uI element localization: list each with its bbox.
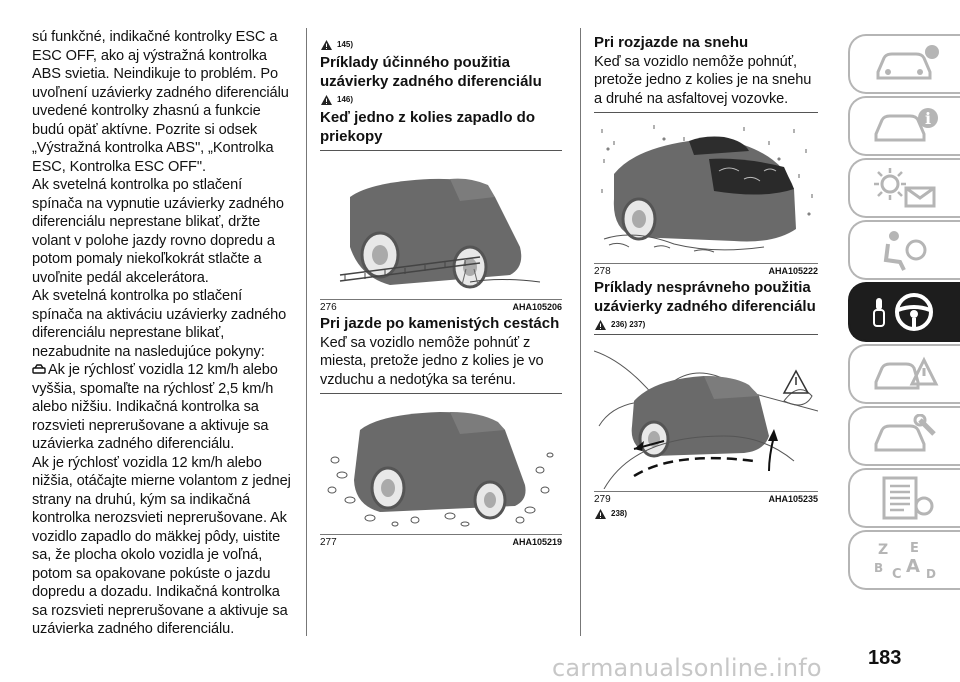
warning-triangle-icon [594,319,607,331]
warning-ref-2 [320,93,562,107]
svg-text:C: C [892,567,902,582]
column-divider-1 [306,28,307,636]
figure-number: 276 [320,302,337,313]
figure-277 [320,400,562,548]
chapter-tabs [848,34,960,592]
tab-lights-message[interactable] [848,158,960,218]
alphabet-index-icon [870,538,940,582]
warning-ref-text: 236) 237) [611,320,646,329]
snow-car-illustration [594,119,818,261]
page-number: 183 [868,647,902,669]
figure-caption [594,263,818,277]
tab-car-info[interactable] [848,34,960,94]
car-symbol-icon [32,364,46,375]
tab-technical-data[interactable] [848,468,960,528]
heading-snow-start: Pri rozjazde na snehu [594,34,749,51]
warning-ref-4 [594,507,818,521]
warning-triangle-car-icon [870,352,940,396]
paragraph-4-text: Ak je rýchlosť vozidla 12 km/h alebo vyššia, spomaľte na rýchlosť 2,5 km/h alebo nižšiu. Indikačná kontrolka sa rozsvieti neprerušovane a aktivuje sa uzávierka zadného diferenciálu. [32,362,278,452]
divider [320,150,562,151]
paragraph-5: Ak je rýchlosť vozidla 12 km/h alebo nižšia, otáčajte mierne volantom z jednej strany na druhú, kým sa indikačná kontrolka nerozsvieti neprerušovane. Ak vozidlo zapadlo do mäkkej pôdy, uistite sa, že plocha okolo vozidla je voľná, potom sa opakovane pokúste o jazdu dopredu a dozadu. Indikačná kontrolka sa rozsvieti neprerušovane a aktivuje sa uzávierka zadného diferenciálu. [32,454,291,637]
column-2 [320,36,562,548]
tab-index[interactable] [848,530,960,590]
column-3 [594,34,818,523]
warning-ref-text: 238) [611,509,628,518]
airbag-person-icon [870,228,940,272]
figure-276 [320,157,562,313]
figure-caption [320,299,562,313]
car-info-icon [870,42,940,86]
tab-safety[interactable] [848,220,960,280]
paragraph-4 [32,361,294,454]
paragraph-1: sú funkčné, indikačné kontrolky ESC a ESC OFF, ako aj výstražná kontrolka ABS svietia. Neindikuje to problém. Po uvoľnení uzávierky zadného diferenciálu uvedené kontrolky zhasnú a funkcie budú opäť aktívne. Pozrite si odsek „Výstražná kontrolka ABS", „Kontrolka ESC, Kontrolka ESC OFF". [32,29,289,175]
warning-ref-3 [594,318,818,332]
column-1 [32,28,294,639]
svg-text:i: i [925,109,932,128]
warning-triangle-icon [320,39,333,51]
figure-number: 279 [594,494,611,505]
figure-code: AHA105219 [512,537,562,547]
rocky-road-car-illustration [320,400,562,532]
heading-incorrect-use: Príklady nesprávneho použitia uzávierky zadného diferenciálu [594,279,816,315]
lights-message-icon [870,166,940,210]
warning-ref-text: 145) [337,40,354,49]
figure-279 [594,341,818,505]
column-divider-2 [580,28,581,636]
figure-code: AHA105222 [768,266,818,276]
ditch-car-illustration [320,157,562,297]
warning-triangle-icon [594,508,607,520]
divider [594,112,818,113]
watermark: carmanualsonline.info [552,654,822,682]
warning-triangle-icon [320,94,333,106]
figure-number: 277 [320,537,337,548]
paragraph-snow: Keď sa vozidlo nemôže pohnúť, pretože jedno z kolies je na snehu a druhé na asfaltovej vozovke. [594,53,812,107]
figure-278 [594,119,818,277]
car-i-icon [870,104,940,148]
paragraph-2: Ak svetelná kontrolka po stlačení spínača na vypnutie uzávierky zadného diferenciálu neprestane blikať, držte volant v polohe jazdy rovno dopredu a potom pomaly niekoľkokrát stlačte a uvoľnite pedál akcelerátora. [32,177,284,286]
wrench-car-icon [870,414,940,458]
svg-text:Z: Z [878,542,889,558]
figure-code: AHA105235 [768,494,818,504]
svg-text:D: D [926,567,936,581]
heading-rocky-roads: Pri jazde po kamenistých cestách [320,315,560,332]
warning-ref-1 [320,38,562,52]
svg-text:A: A [906,556,920,577]
divider [594,334,818,335]
figure-caption [320,534,562,548]
paragraph-rocky: Keď sa vozidlo nemôže pohnúť z miesta, pretože jedno z kolies je vo vzduchu a nedotýka sa terénu. [320,334,544,388]
heading-effective-use: Príklady účinného použitia uzávierky zadného diferenciálu [320,54,542,90]
warning-ref-text: 146) [337,95,354,104]
tab-car-i[interactable] [848,96,960,156]
divider [320,393,562,394]
tab-maintenance[interactable] [848,406,960,466]
figure-caption [594,491,818,505]
svg-text:E: E [910,541,919,556]
figure-code: AHA105206 [512,302,562,312]
steering-key-icon [870,290,940,334]
spec-list-icon [870,476,940,520]
tab-emergency[interactable] [848,344,960,404]
tab-starting-driving[interactable] [848,282,960,342]
svg-text:B: B [874,561,884,575]
figure-number: 278 [594,266,611,277]
paragraph-3: Ak svetelná kontrolka po stlačení spínača na aktiváciu uzávierky zadného diferenciálu neprestane blikať, nezabudnite na nasledujúce pokyny: [32,288,287,360]
heading-ditch: Keď jedno z kolies zapadlo do priekopy [320,109,535,145]
curve-road-car-illustration [594,341,818,489]
